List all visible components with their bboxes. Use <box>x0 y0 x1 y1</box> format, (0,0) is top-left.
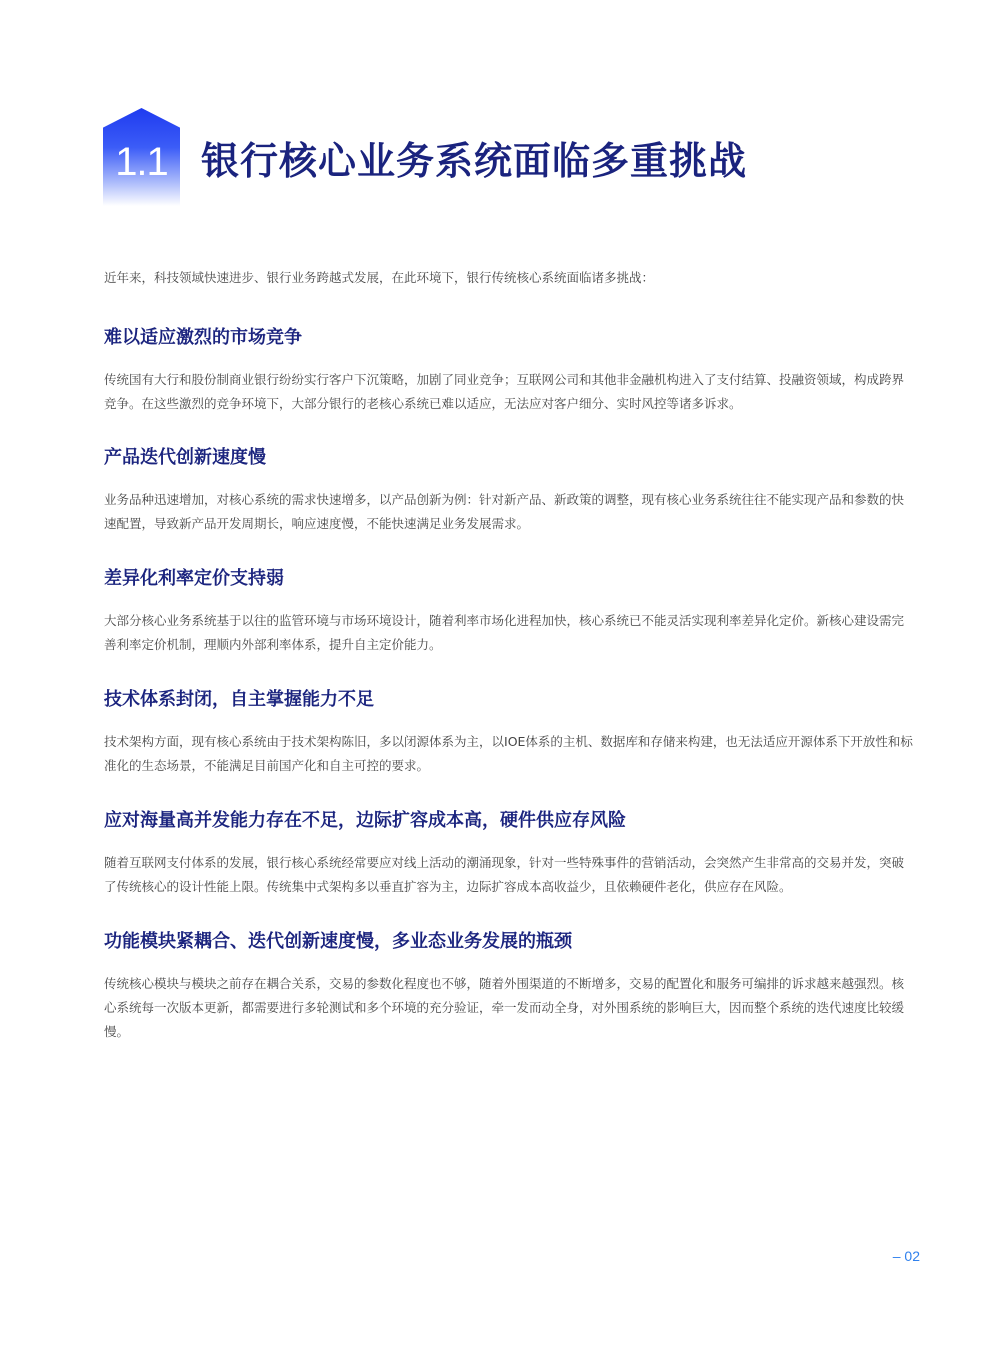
section-closed-tech <box>104 686 914 778</box>
section-module-coupling <box>104 928 914 1044</box>
section-product-iteration <box>104 444 914 536</box>
chapter-header <box>103 108 923 208</box>
section-heading: 差异化利率定价支持弱 <box>104 568 284 589</box>
section-heading: 功能模块紧耦合、迭代创新速度慢，多业态业务发展的瓶颈 <box>104 931 572 952</box>
section-high-concurrency <box>104 807 914 899</box>
section-body: 随着互联网支付体系的发展，银行核心系统经常要应对线上活动的潮涌现象，针对一些特殊事件的营销活动，会突然产生非常高的交易并发，突破了传统核心的设计性能上限。传统集中式架构多以垂直扩容为主，边际扩容成本高收益少，且依赖硬件老化，供应存在风险。 <box>104 855 905 894</box>
section-heading: 难以适应激烈的市场竞争 <box>104 327 302 348</box>
section-rate-pricing <box>104 565 914 657</box>
page-title: 银行核心业务系统面临多重挑战 <box>201 139 748 183</box>
section-market-competition <box>104 324 914 416</box>
section-body: 传统核心模块与模块之前存在耦合关系，交易的参数化程度也不够，随着外围渠道的不断增多，交易的配置化和服务可编排的诉求越来越强烈。核心系统每一次版本更新，都需要进行多轮测试和多个环境的充分验证，牵一发而动全身，对外围系统的影响巨大，因而整个系统的迭代速度比较缓慢。 <box>104 976 905 1039</box>
intro-paragraph: 近年来，科技领域快速进步、银行业务跨越式发展，在此环境下，银行传统核心系统面临诸多挑战： <box>104 270 655 285</box>
section-heading: 应对海量高并发能力存在不足，边际扩容成本高，硬件供应存风险 <box>104 810 626 831</box>
section-body: 传统国有大行和股份制商业银行纷纷实行客户下沉策略，加剧了同业竞争；互联网公司和其他非金融机构进入了支付结算、投融资领域，构成跨界竞争。在这些激烈的竞争环境下，大部分银行的老核心系统已难以适应，无法应对客户细分、实时风控等诸多诉求。 <box>104 372 905 411</box>
section-number: 1.1 <box>115 140 168 184</box>
section-body: 大部分核心业务系统基于以往的监管环境与市场环境设计，随着利率市场化进程加快，核心系统已不能灵活实现利率差异化定价。新核心建设需完善利率定价机制，理顺内外部利率体系，提升自主定价能力。 <box>104 613 905 652</box>
page-number: – 02 <box>892 1248 920 1264</box>
section-body: 技术架构方面，现有核心系统由于技术架构陈旧，多以闭源体系为主，以IOE体系的主机、数据库和存储来构建，也无法适应开源体系下开放性和标准化的生态场景，不能满足目前国产化和自主可控的要求。 <box>104 734 913 773</box>
section-heading: 技术体系封闭，自主掌握能力不足 <box>104 689 374 710</box>
section-body: 业务品种迅速增加，对核心系统的需求快速增多，以产品创新为例：针对新产品、新政策的调整，现有核心业务系统往往不能实现产品和参数的快速配置，导致新产品开发周期长，响应速度慢，不能快速满足业务发展需求。 <box>104 492 905 531</box>
section-heading: 产品迭代创新速度慢 <box>104 447 266 468</box>
